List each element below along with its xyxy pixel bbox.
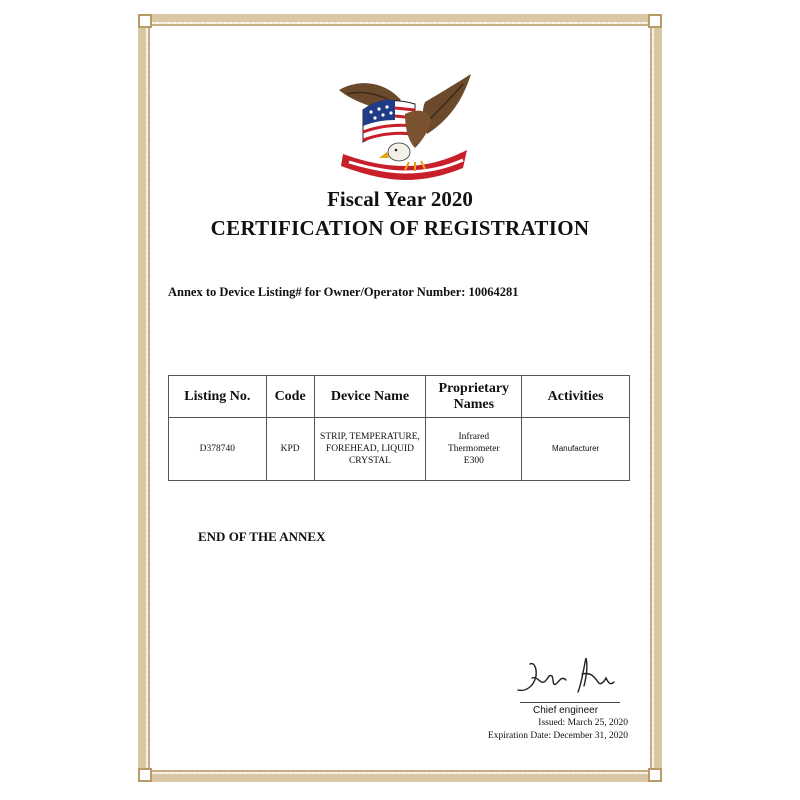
header-device-name: Device Name bbox=[314, 376, 426, 418]
issued-date: Issued: March 25, 2020 bbox=[538, 718, 628, 728]
header-proprietary-names: Proprietary Names bbox=[426, 376, 522, 418]
corner-ornament bbox=[648, 768, 662, 782]
cell-code: KPD bbox=[266, 418, 314, 481]
device-listing-table bbox=[168, 375, 630, 481]
header-listing-no: Listing No. bbox=[169, 376, 267, 418]
corner-ornament bbox=[138, 14, 152, 28]
cell-device-name: STRIP, TEMPERATURE, FOREHEAD, LIQUID CRYSTAL bbox=[314, 418, 426, 481]
signer-title: Chief engineer bbox=[533, 705, 599, 716]
table-row bbox=[169, 418, 630, 481]
header-activities: Activities bbox=[522, 376, 630, 418]
cell-listing-no: D378740 bbox=[169, 418, 267, 481]
signature bbox=[512, 652, 632, 702]
end-of-annex: END OF THE ANNEX bbox=[198, 529, 326, 544]
header-code: Code bbox=[266, 376, 314, 418]
eagle-flag-emblem bbox=[335, 70, 475, 185]
cell-activities: Manufacturer bbox=[522, 418, 630, 481]
expiration-date: Expiration Date: December 31, 2020 bbox=[487, 731, 628, 741]
corner-ornament bbox=[138, 768, 152, 782]
fiscal-year-title: Fiscal Year 2020 bbox=[327, 187, 473, 211]
corner-ornament bbox=[648, 14, 662, 28]
table-header-row bbox=[169, 376, 630, 418]
cell-proprietary-names: Infrared Thermometer E300 bbox=[426, 418, 522, 481]
certificate-title: CERTIFICATION OF REGISTRATION bbox=[210, 216, 590, 240]
signature-line bbox=[520, 702, 620, 703]
annex-owner-line: Annex to Device Listing# for Owner/Operator Number: 10064281 bbox=[168, 285, 519, 299]
